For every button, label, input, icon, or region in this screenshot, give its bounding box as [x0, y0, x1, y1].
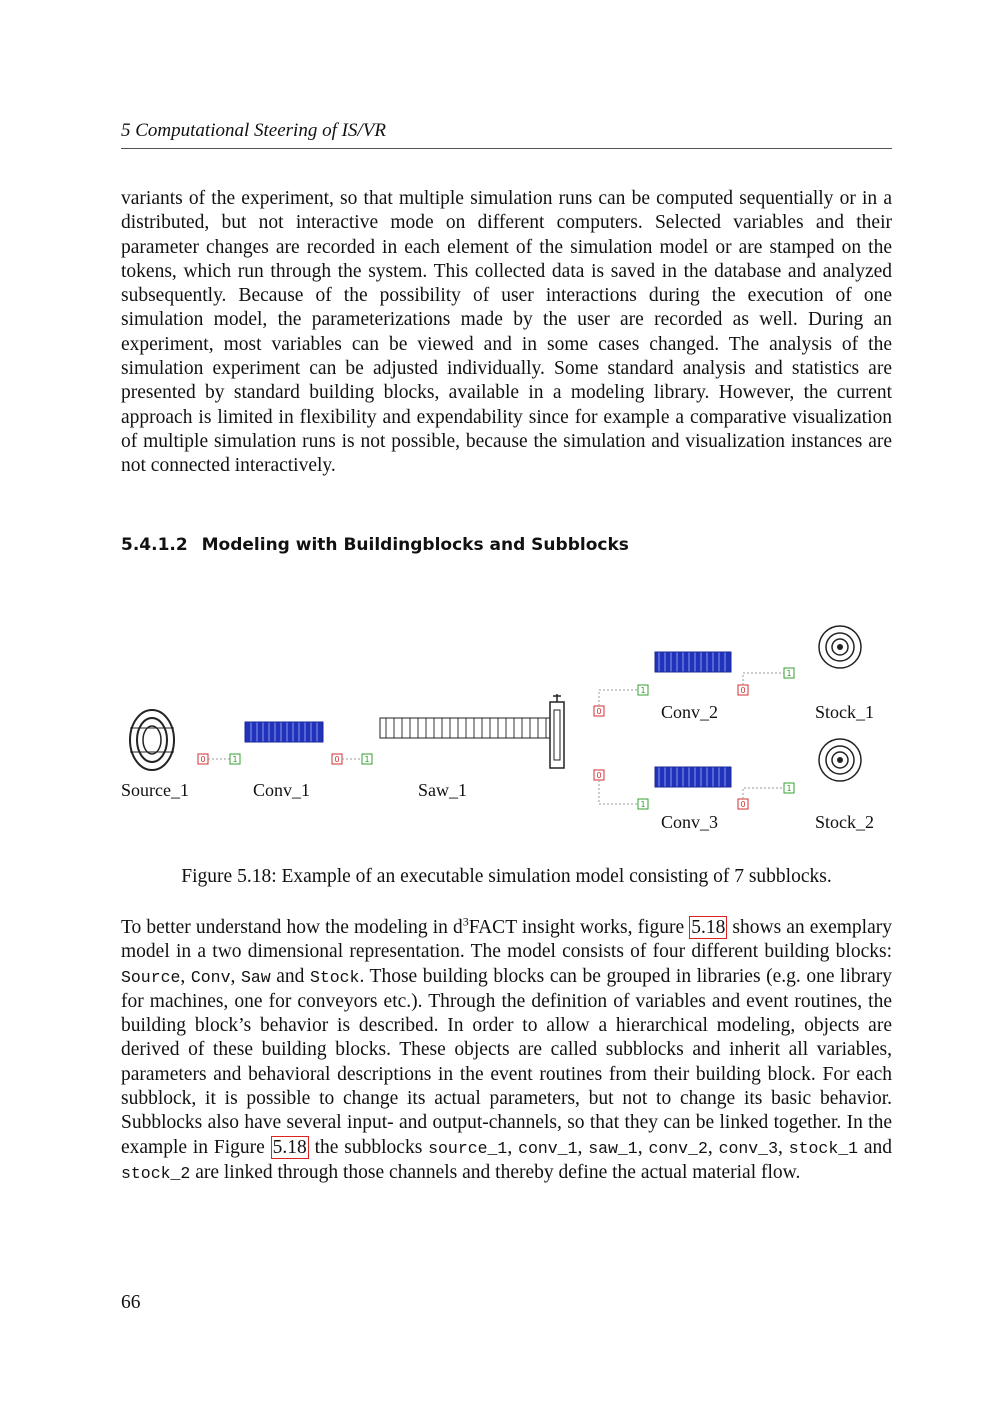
conv-1-ports — [332, 754, 372, 764]
figure-caption: Figure 5.18: Example of an executable simulation model consisting of 7 subblocks. — [181, 866, 832, 887]
conv-3-ports-in — [594, 770, 648, 809]
port-in-label: 1 — [232, 755, 238, 764]
svg-text:0: 0 — [596, 771, 602, 780]
svg-text:1: 1 — [640, 686, 646, 695]
svg-text:1: 1 — [640, 800, 646, 809]
svg-text:0: 0 — [740, 686, 746, 695]
running-head: 5 Computational Steering of IS/VR — [121, 120, 892, 149]
svg-text:0: 0 — [740, 800, 746, 809]
conv-2-ports-out — [738, 668, 794, 695]
section-title: Modeling with Buildingblocks and Subblocks — [201, 535, 629, 555]
svg-text:1: 1 — [786, 669, 792, 678]
figure-ref-link[interactable]: 5.18 — [272, 1136, 307, 1158]
conv-2-label: Conv_2 — [661, 702, 719, 722]
svg-text:1: 1 — [786, 784, 792, 793]
stock-1-block — [819, 626, 861, 668]
conv-1-block — [245, 722, 323, 742]
stock-1-label: Stock_1 — [815, 702, 875, 722]
saw-1-label: Saw_1 — [418, 780, 467, 800]
svg-text:0: 0 — [596, 707, 602, 716]
source-1-ports — [198, 754, 240, 764]
source-1-block — [130, 710, 174, 770]
stock-2-label: Stock_2 — [815, 812, 875, 832]
figure-ref-link[interactable]: 5.18 — [691, 917, 726, 938]
section-number: 5.4.1.2 — [121, 535, 188, 555]
stock-2-block — [819, 739, 861, 781]
saw-1-block — [380, 694, 564, 768]
page-number: 66 — [121, 1292, 141, 1313]
source-1-label: Source_1 — [121, 780, 189, 800]
conv-3-label: Conv_3 — [661, 812, 719, 832]
paragraph-2: To better understand how the modeling in $d^3FACT$ insight works, figure 5.18 shows an exemplary model in a two dimensional representation. The model consists of four different building blocks: Source, Conv, Saw and Stock. Those building blocks can be grouped in libraries (e.g. one library for machines, one for conveyors etc.). Through the definition of variables and event routines, the building block’s behavior is described. In order to allow a hierarchical modeling, objects are derived of these building blocks. These objects are called subblocks and inherit all variables, parameters and behavioral descriptions in the event routines from their building block. For each subblock, it is possible to change its actual parameters, but not to change its basic behavior. Subblocks also have several input- and output-channels, so that they can be linked together. In the example in Figure 5.18 the subblocks source_1, conv_1, saw_1, conv_2, conv_3, stock_1 and stock_2 are linked through those channels and thereby define the actual material flow. — [121, 914, 893, 1183]
paragraph-1: variants of the experiment, so that multiple simulation runs can be computed sequentially or in a distributed, but not interactive mode on different computers. Selected variables and their parameter changes are recorded in each element of the simulation model or are stamped on the tokens, which run through the system. This collected data is saved in the database and analyzed subsequently. Because of the possibility of user interactions during the execution of one simulation model, the parameterizations made by the user are recorded as well. During an experiment, most variables can be viewed and in some cases changed. The analysis of the simulation experiment can be adjusted individually. Some standard analysis and statistics are presented by standard building blocks, available in a modeling library. However, the current approach is limited in flexibility and expendability since for example a comparative visualization of multiple simulation runs is not possible, because the simulation and visualization instances are not connected interactively. — [121, 188, 892, 477]
port-out-label: 0 — [200, 755, 206, 764]
conv-3-ports-out — [738, 783, 794, 809]
conv-2-block — [655, 652, 731, 672]
simulation-model-figure — [110, 610, 910, 840]
svg-text:1: 1 — [364, 755, 370, 764]
conv-2-ports-in — [594, 685, 648, 716]
figure-diagram — [110, 610, 910, 840]
svg-text:0: 0 — [334, 755, 340, 764]
section-heading — [121, 535, 629, 555]
conv-1-label: Conv_1 — [253, 780, 311, 800]
conv-3-block — [655, 767, 731, 787]
